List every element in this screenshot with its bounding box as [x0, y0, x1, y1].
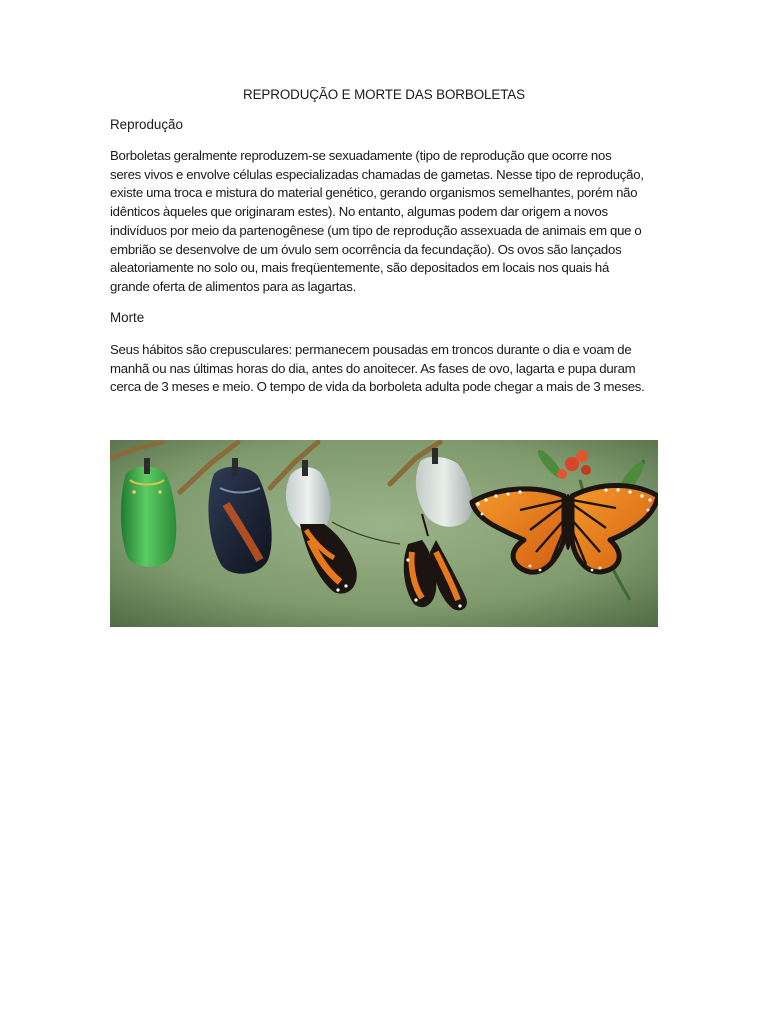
paragraph-line: existe uma troca e mistura do material genético, gerando organismos semelhantes, porém não [110, 185, 638, 201]
paragraph-line: seres vivos e envolve células especializadas chamadas de gametas. Nesse tipo de reprodução, [110, 166, 644, 182]
paragraph-line: Borboletas geralmente reproduzem-se sexuadamente (tipo de reprodução que ocorre nos [110, 148, 612, 163]
metamorphosis-illustration [110, 440, 658, 627]
paragraph-line: cerca de 3 meses e meio. O tempo de vida da borboleta adulta pode chegar a mais de 3 meses. [110, 379, 645, 395]
paragraph-line: embrião se desenvolve de um óvulo sem ocorrência da fecundação). Os ovos são lançados [110, 241, 622, 257]
document-title: REPRODUÇÃO E MORTE DAS BORBOLETAS [243, 87, 525, 102]
paragraph-line: indivíduos por meio da partenogênese (um tipo de reprodução assexuada de animais em que o [110, 222, 642, 238]
paragraph-morte [110, 341, 662, 397]
metamorphosis-photo [110, 440, 658, 627]
paragraph-line: manhã ou nas últimas horas do dia, antes do anoitecer. As fases de ovo, lagarta e pupa duram [110, 360, 636, 376]
paragraph-line: idênticos àqueles que originaram estes). No entanto, algumas podem dar origem a novos [110, 204, 608, 220]
paragraph-line: Seus hábitos são crepusculares: permanecem pousadas em troncos durante o dia e voam de [110, 342, 632, 357]
paragraph-line: aleatoriamente no solo ou, mais freqüentemente, são depositados em locais nos quais há [110, 260, 610, 276]
paragraph-reproducao [110, 147, 662, 297]
section-heading-reproducao: Reprodução [110, 117, 183, 132]
section-heading-morte: Morte [110, 310, 145, 325]
paragraph-line: grande oferta de alimentos para as lagartas. [110, 278, 356, 294]
